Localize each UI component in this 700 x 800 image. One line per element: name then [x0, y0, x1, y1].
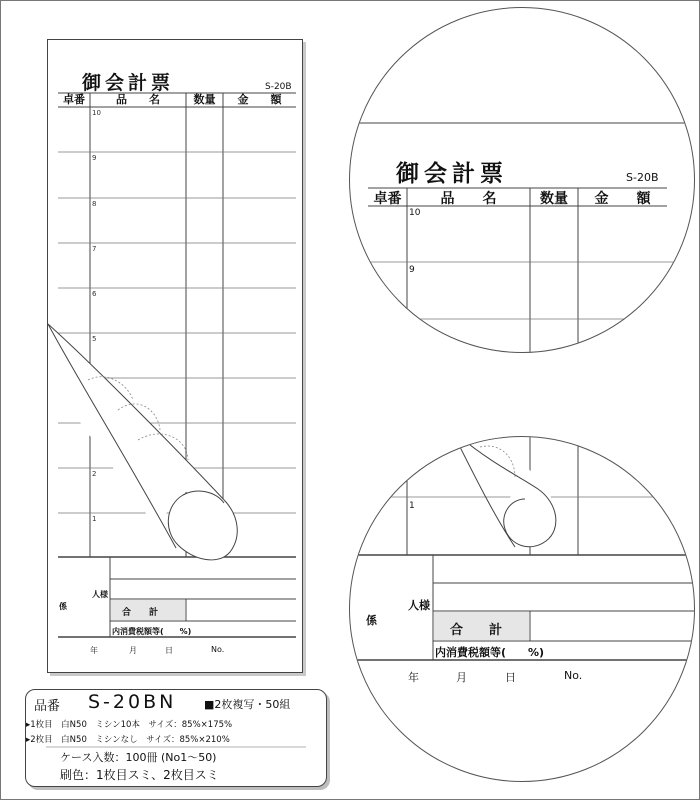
product-number-code: S-20BN — [88, 691, 177, 713]
guest-count-label: 人様 — [92, 590, 108, 599]
zoom-top-detail — [349, 7, 695, 353]
row-number: 9 — [92, 154, 97, 162]
zoom-form-title: 御会計票 — [396, 161, 508, 187]
form-code: S-20B — [265, 82, 292, 92]
zoom-row-number: 8 — [409, 321, 415, 331]
zoom-staff-label: 係 — [366, 614, 377, 627]
zoom-header-amount: 金 額 — [594, 191, 651, 207]
zoom-form-code: S-20B — [626, 171, 659, 184]
zoom-row-number: 10 — [409, 208, 421, 218]
row-number: 10 — [92, 109, 101, 117]
date-year-label: 年 — [90, 646, 98, 655]
receipt-slip — [47, 39, 303, 673]
row-number: 6 — [92, 290, 97, 298]
header-item-name: 品 名 — [116, 93, 160, 106]
product-number-label: 品番 — [34, 699, 61, 714]
row-number: 8 — [92, 200, 97, 208]
row-number: 7 — [92, 245, 97, 253]
zoom-bottom-grid — [350, 437, 694, 781]
header-amount: 金 額 — [237, 93, 282, 106]
date-day-label: 日 — [165, 646, 173, 655]
print-color: 刷色：1枚目スミ、2枚目スミ — [60, 768, 219, 782]
zoom-total-label: 合 計 — [450, 623, 503, 638]
header-table-no: 卓番 — [63, 93, 85, 106]
page-curl-illustration — [48, 40, 302, 672]
form-title: 御会計票 — [82, 72, 175, 94]
staff-label: 係 — [59, 602, 67, 611]
number-label: No. — [211, 645, 225, 654]
zoom-header-table-no: 卓番 — [373, 191, 402, 207]
zoom-date-year-label: 年 — [408, 671, 419, 684]
zoom-header-item-name: 品 名 — [440, 191, 497, 207]
row-number: 2 — [92, 470, 97, 478]
product-spec-box — [25, 689, 327, 787]
copy-set-note: ■2枚複写・50組 — [204, 698, 291, 711]
row-number: 1 — [92, 515, 97, 523]
zoom-number-label: No. — [564, 669, 583, 682]
zoom-header-quantity: 数量 — [540, 191, 568, 207]
zoom-tax-label: 内消費税額等( %) — [435, 646, 545, 659]
date-month-label: 月 — [129, 646, 137, 655]
row-number: 5 — [92, 335, 97, 343]
total-label: 合 計 — [122, 608, 159, 618]
sheet1-spec: ▸1枚目 白N50 ミシン10本 サイズ：85%×175% — [26, 720, 233, 730]
sheet2-spec: ▸2枚目 白N50 ミシンなし サイズ：85%×210% — [26, 735, 230, 745]
zoom-row-number: 1 — [409, 501, 415, 511]
case-quantity: ケース入数：100冊 (No1～50) — [60, 751, 217, 764]
zoom-date-month-label: 月 — [456, 671, 467, 684]
tax-label: 内消費税額等( %) — [112, 627, 192, 636]
header-quantity: 数量 — [193, 93, 216, 106]
zoom-row-number: 9 — [409, 265, 415, 275]
zoom-guest-count-label: 人様 — [408, 599, 430, 612]
zoom-bottom-detail — [349, 436, 695, 782]
zoom-date-day-label: 日 — [505, 671, 516, 684]
